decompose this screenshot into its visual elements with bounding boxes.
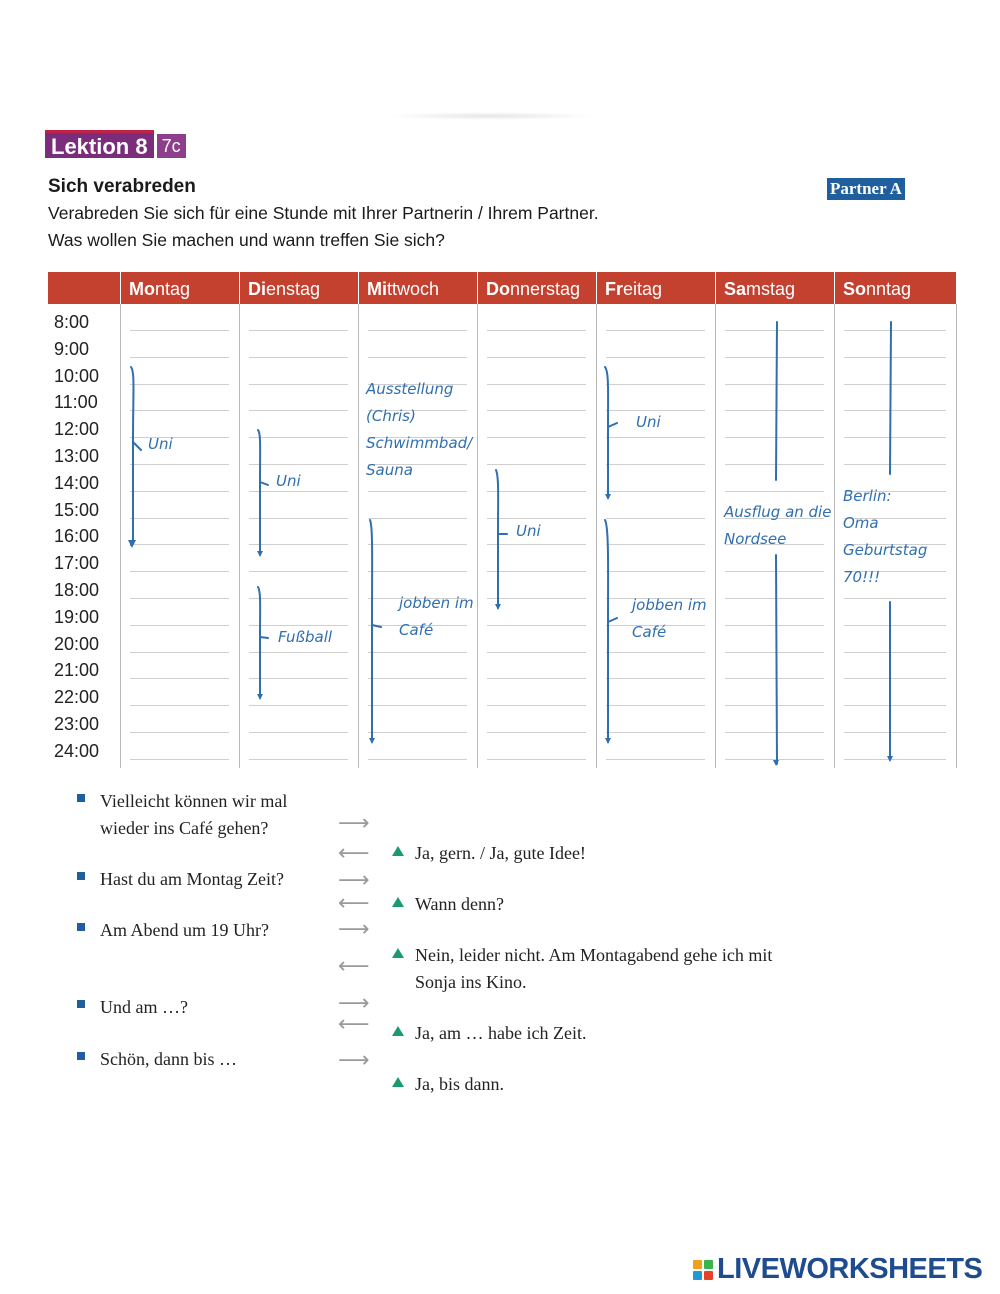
- time-label: 20:00: [54, 633, 100, 654]
- arrow-right-icon: ⟶: [338, 991, 370, 1016]
- day-header-friday: Freitag: [597, 272, 715, 304]
- arrow-right-icon: ⟶: [338, 1048, 370, 1073]
- line-sunday-morning: [890, 322, 891, 474]
- liveworksheets-logo-icon: [693, 1260, 713, 1280]
- time-label: 19:00: [54, 606, 100, 627]
- triangle-bullet-icon: [392, 846, 404, 856]
- dialogue-b-4: Ja, am … habe ich Zeit.: [392, 1020, 586, 1047]
- dialogue-b-3: Nein, leider nicht. Am Montagabend gehe ich mit Sonja ins Kino.: [392, 942, 772, 996]
- day-header-tuesday: Dienstag: [240, 272, 358, 304]
- square-bullet-icon: [77, 794, 85, 802]
- time-label: 10:00: [54, 365, 100, 386]
- time-label: 12:00: [54, 419, 100, 440]
- dialogue-a-2: Hast du am Montag Zeit?: [77, 866, 284, 893]
- dialogue-b-1: Ja, gern. / Ja, gute Idee!: [392, 840, 586, 867]
- line-saturday-morning: [776, 322, 777, 480]
- day-header-thursday: Donnerstag: [478, 272, 596, 304]
- time-label: 8:00: [54, 312, 90, 332]
- brand-name: LIVEWORKSHEETS: [717, 1253, 983, 1285]
- weekly-schedule: [48, 272, 956, 768]
- triangle-bullet-icon: [392, 1077, 404, 1087]
- lesson-number: Lektion 8: [45, 130, 154, 158]
- arrowhead-friday-uni: [605, 494, 611, 500]
- arrowhead-saturday: [773, 760, 779, 766]
- arrowhead-sunday: [887, 756, 893, 762]
- bracket-wednesday-job: [370, 520, 381, 742]
- liveworksheets-brand: [693, 1253, 982, 1286]
- partner-badge: Partner A: [827, 178, 905, 200]
- square-bullet-icon: [77, 872, 85, 880]
- time-label: 15:00: [54, 499, 100, 520]
- time-label: 16:00: [54, 526, 100, 547]
- day-header-sunday: Sonntag: [835, 272, 956, 304]
- bracket-thursday-uni: [496, 470, 507, 608]
- arrow-left-icon: ⟵: [338, 1012, 370, 1037]
- note-saturday: Ausflug an die Nordsee: [724, 503, 832, 548]
- instruction-line-1: Verabreden Sie sich für eine Stunde mit Ihrer Partnerin / Ihrem Partner.: [48, 203, 599, 223]
- bracket-tuesday-football: [258, 587, 268, 698]
- time-label: 18:00: [54, 580, 100, 600]
- lesson-badge: [45, 130, 186, 158]
- note-monday-uni: Uni: [148, 435, 173, 453]
- note-friday-job: jobben im Café: [632, 596, 707, 641]
- arrowhead-tuesday-uni: [257, 551, 263, 557]
- arrow-left-icon: ⟵: [338, 954, 370, 979]
- bracket-friday-uni: [605, 367, 617, 498]
- arrowhead-wednesday: [369, 738, 375, 744]
- time-label: 24:00: [54, 740, 100, 761]
- time-label: 21:00: [54, 660, 100, 681]
- arrow-right-icon: ⟶: [338, 868, 370, 893]
- time-label: 22:00: [54, 687, 100, 708]
- arrowhead-monday: [128, 540, 136, 548]
- note-wednesday-job: jobben im Café: [399, 594, 474, 639]
- dialogue-b-2: Wann denn?: [392, 891, 504, 918]
- time-label: 9:00: [54, 338, 90, 359]
- note-sunday: Berlin: Oma Geburtstag 70!!!: [843, 487, 928, 586]
- bracket-tuesday-uni: [258, 430, 268, 555]
- arrowhead-tuesday-football: [257, 694, 263, 700]
- triangle-bullet-icon: [392, 948, 404, 958]
- dialogue-a-3: Am Abend um 19 Uhr?: [77, 917, 269, 944]
- day-header-wednesday: Mittwoch: [359, 272, 477, 304]
- dialogue-a-4: Und am …?: [77, 994, 188, 1021]
- arrow-right-icon: ⟶: [338, 811, 370, 836]
- time-label: 23:00: [54, 714, 100, 734]
- square-bullet-icon: [77, 923, 85, 931]
- instruction-line-2: Was wollen Sie machen und wann treffen Sie sich?: [48, 230, 445, 250]
- bracket-monday-uni: [131, 367, 141, 545]
- arrow-left-icon: ⟵: [338, 891, 370, 916]
- dialogue-a-1: Vielleicht können wir mal wieder ins Café gehen?: [77, 788, 287, 842]
- bracket-friday-job: [605, 520, 617, 742]
- arrowhead-friday-job: [605, 738, 611, 744]
- note-tuesday-uni: Uni: [276, 472, 301, 490]
- note-thursday-uni: Uni: [516, 522, 541, 540]
- note-wednesday-daytime: Ausstellung (Chris) Schwimmbad/ Sauna: [366, 380, 473, 479]
- day-header-saturday: Samstag: [716, 272, 834, 304]
- square-bullet-icon: [77, 1052, 85, 1060]
- arrow-right-icon: ⟶: [338, 917, 370, 942]
- arrow-left-icon: ⟵: [338, 841, 370, 866]
- time-label: 13:00: [54, 446, 100, 466]
- day-header-monday: Montag: [121, 272, 239, 304]
- time-label: 11:00: [54, 392, 98, 413]
- lesson-section: 7c: [157, 134, 186, 158]
- time-label: 14:00: [54, 472, 100, 493]
- triangle-bullet-icon: [392, 1026, 404, 1036]
- square-bullet-icon: [77, 1000, 85, 1008]
- line-saturday-evening: [776, 555, 777, 764]
- note-tuesday-football: Fußball: [278, 628, 333, 646]
- page-title: Sich verabreden: [48, 176, 196, 197]
- dialogue-a-5: Schön, dann bis …: [77, 1046, 237, 1073]
- note-friday-uni: Uni: [636, 413, 661, 431]
- dialogue-b-5: Ja, bis dann.: [392, 1071, 504, 1098]
- page-top-shadow: [385, 112, 595, 120]
- time-label: 17:00: [54, 553, 100, 574]
- arrowhead-thursday: [495, 604, 501, 610]
- column-divider: [956, 304, 957, 768]
- triangle-bullet-icon: [392, 897, 404, 907]
